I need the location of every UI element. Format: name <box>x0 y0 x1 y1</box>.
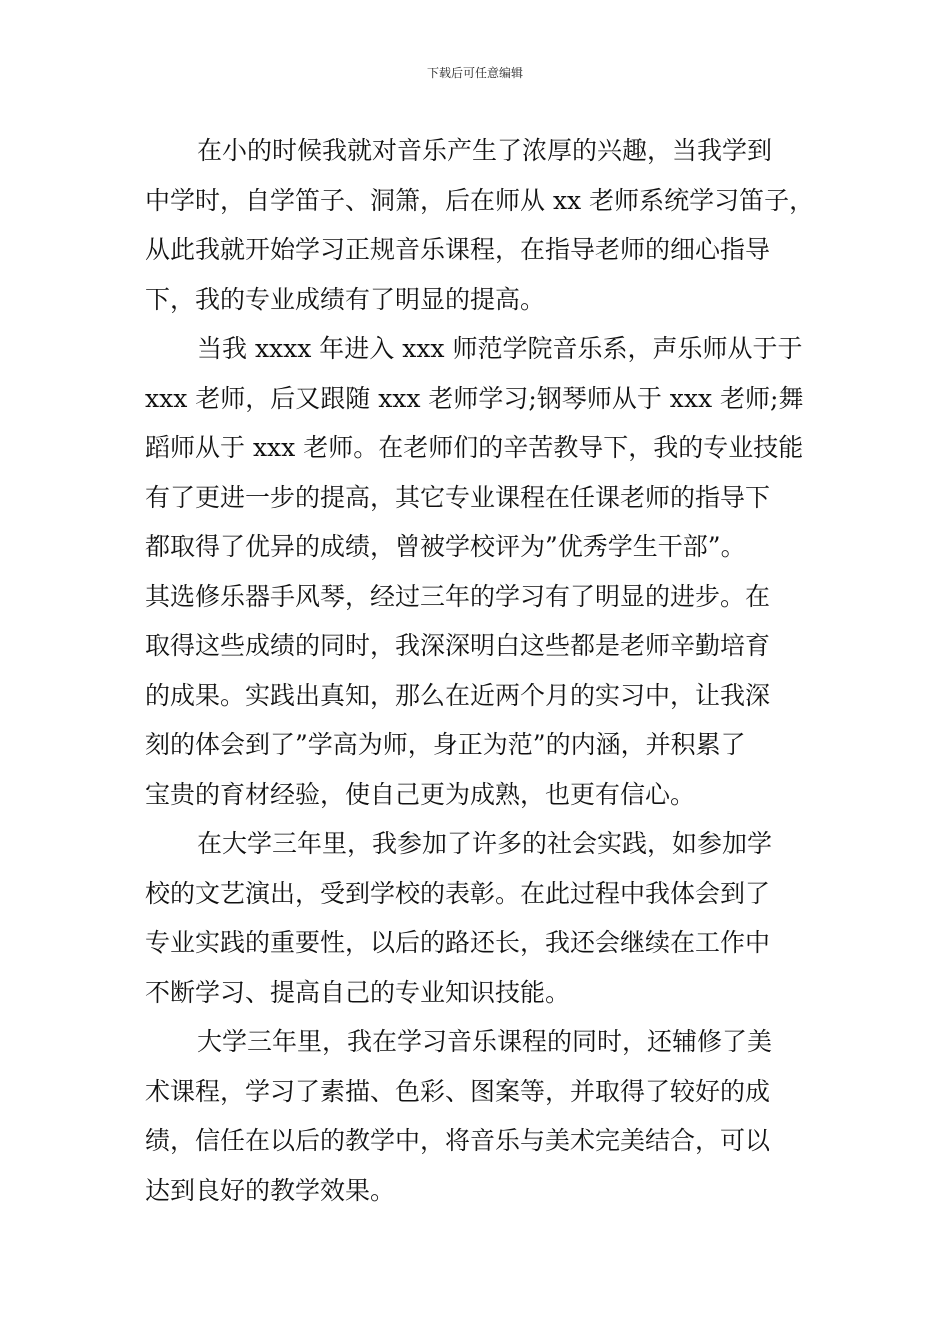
paragraph-line: 在小的时候我就对音乐产生了浓厚的兴趣，当我学到 <box>197 136 773 165</box>
paragraph-line: 下，我的专业成绩有了明显的提高。 <box>145 284 546 314</box>
paragraph-line: 大学三年里，我在学习音乐课程的同时，还辅修了美 <box>197 1027 773 1056</box>
paragraph-line: 当我 xxxx 年进入 xxx 师范学院音乐系，声乐师从于于 <box>197 334 803 363</box>
paragraph-line: 宝贵的育材经验，使自己更为成熟，也更有信心。 <box>145 779 696 809</box>
paragraph-line: 专业实践的重要性，以后的路还长，我还会继续在工作中 <box>145 928 771 957</box>
paragraph-line: 取得这些成绩的同时，我深深明白这些都是老师辛勤培育 <box>145 631 771 660</box>
paragraph-line: 术课程，学习了素描、色彩、图案等，并取得了较好的成 <box>145 1076 771 1106</box>
paragraph-line: 其选修乐器手风琴，经过三年的学习有了明显的进步。在 <box>145 581 771 611</box>
paragraph-line: 在大学三年里，我参加了许多的社会实践，如参加学 <box>197 829 773 858</box>
paragraph-line: 蹈师从于 xxx 老师。在老师们的辛苦教导下，我的专业技能 <box>145 433 804 462</box>
paragraph-line: 校的文艺演出，受到学校的表彰。在此过程中我体会到了 <box>145 878 771 908</box>
paragraph-line: 不断学习、提高自己的专业知识技能。 <box>145 977 571 1007</box>
paragraph-line: 的成果。实践出真知，那么在近两个月的实习中，让我深 <box>145 680 771 710</box>
paragraph-line: 绩，信任在以后的教学中，将音乐与美术完美结合，可以 <box>145 1126 771 1155</box>
paragraph-line: xxx 老师，后又跟随 xxx 老师学习;钢琴师从于 xxx 老师;舞 <box>145 383 804 413</box>
paragraph-line: 中学时，自学笛子、洞箫，后在师从 xx 老师系统学习笛子， <box>145 185 815 215</box>
paragraph-3 <box>145 819 815 1017</box>
paragraph-line: 从此我就开始学习正规音乐课程，在指导老师的细心指导 <box>145 235 771 264</box>
document-body <box>145 126 815 1215</box>
paragraph-1 <box>145 126 815 324</box>
paragraph-2 <box>145 324 815 819</box>
paragraph-line: 刻的体会到了”学高为师，身正为范”的内涵，并积累了 <box>145 730 746 759</box>
paragraph-line: 达到良好的教学效果。 <box>145 1175 396 1205</box>
page-header: 下载后可任意编辑 <box>426 66 523 80</box>
paragraph-4 <box>145 1017 815 1215</box>
paragraph-line: 都取得了优异的成绩，曾被学校评为”优秀学生干部”。 <box>145 532 746 561</box>
paragraph-line: 有了更进一步的提高，其它专业课程在任课老师的指导下 <box>145 482 771 512</box>
